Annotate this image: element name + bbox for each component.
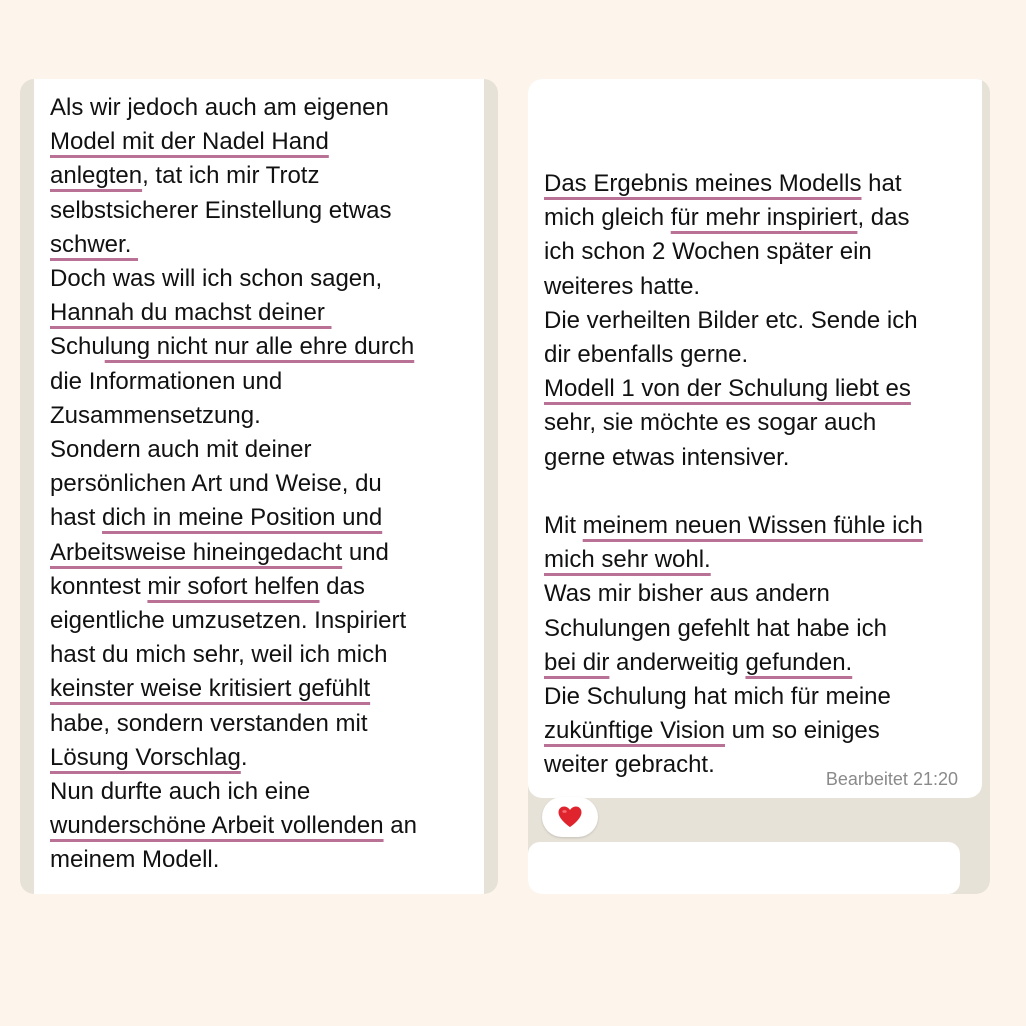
- message-line: [50, 125, 468, 159]
- message-line: [50, 638, 468, 672]
- text-segment: Die verheilten Bilder etc. Sende ich: [544, 306, 918, 334]
- text-segment: sehr, sie möchte es sogar auch: [544, 409, 877, 437]
- text-segment: an: [383, 812, 417, 840]
- text-segment: weiter gebracht.: [544, 751, 715, 779]
- heart-emoji-icon: [557, 805, 583, 829]
- text-segment: .: [240, 743, 248, 771]
- message-line: [50, 536, 468, 570]
- edited-label: Bearbeitet: [825, 769, 908, 789]
- text-segment: die Informationen und: [50, 367, 283, 395]
- message-line: [50, 262, 468, 296]
- message-line: [50, 843, 468, 877]
- highlighted-phrase: meinem neuen Wissen fühle ich: [582, 512, 923, 540]
- message-line: [544, 646, 966, 680]
- message-line: [544, 509, 966, 543]
- reaction-badge[interactable]: [542, 797, 598, 837]
- text-segment: Zusammensetzung.: [50, 401, 261, 429]
- text-segment: Was mir bisher aus andern: [544, 580, 830, 608]
- text-segment: dir ebenfalls gerne.: [544, 341, 749, 369]
- message-line: [544, 406, 966, 440]
- message-line: [50, 399, 468, 433]
- message-line: [544, 270, 966, 304]
- highlighted-phrase: für mehr inspiriert: [670, 204, 858, 232]
- highlighted-phrase: keinster weise kritisiert gefühlt: [50, 675, 371, 703]
- highlighted-phrase: Lösung Vorschlag: [50, 743, 241, 771]
- highlighted-phrase: Hannah du machst deiner: [50, 299, 332, 327]
- text-segment: weiteres hatte.: [544, 272, 701, 300]
- chat-panel-left: [20, 79, 498, 894]
- text-segment: Nun durfte auch ich eine: [50, 778, 311, 806]
- highlighted-phrase: dich in meine Position und: [102, 504, 383, 532]
- message-line: [50, 707, 468, 741]
- message-time: 21:20: [912, 769, 958, 789]
- message-line: [50, 365, 468, 399]
- highlighted-phrase: Das Ergebnis meines Modells: [544, 170, 862, 197]
- message-meta: [826, 769, 958, 790]
- highlighted-phrase: anlegten: [50, 162, 143, 190]
- text-segment: und: [342, 538, 389, 566]
- text-segment: Sondern auch mit deiner: [50, 436, 312, 464]
- message-line: [544, 577, 966, 611]
- message-line: [50, 741, 468, 775]
- text-segment: eigentliche umzusetzen. Inspiriert: [50, 607, 407, 635]
- text-segment: Die Schulung hat mich für meine: [544, 683, 891, 711]
- highlighted-phrase: Model mit der Nadel Hand: [50, 128, 329, 156]
- message-input-bar[interactable]: [528, 842, 960, 894]
- message-line: [50, 501, 468, 535]
- highlighted-phrase: zukünftige Vision: [544, 717, 726, 745]
- message-line: [544, 304, 966, 338]
- text-segment: Mit: [544, 512, 583, 540]
- message-line: [544, 235, 966, 269]
- text-segment: ich schon 2 Wochen später ein: [544, 238, 872, 266]
- highlighted-phrase: mir sofort helfen: [147, 572, 320, 600]
- text-segment: [544, 478, 551, 505]
- message-text-left: [50, 91, 468, 878]
- message-line: [50, 570, 468, 604]
- text-segment: selbstsicherer Einstellung etwas: [50, 196, 392, 224]
- message-line: [544, 543, 966, 577]
- message-text-right: [544, 167, 966, 783]
- text-segment: hat: [861, 170, 902, 197]
- highlighted-phrase: gefunden.: [745, 648, 853, 676]
- text-segment: um so einiges: [725, 717, 880, 745]
- highlighted-phrase: wunderschöne Arbeit vollenden: [50, 812, 384, 840]
- text-segment: gerne etwas intensiver.: [544, 443, 790, 471]
- message-line: [544, 372, 966, 406]
- text-segment: , das: [857, 204, 910, 232]
- message-line: [50, 433, 468, 467]
- highlighted-phrase: schwer.: [50, 230, 139, 258]
- text-segment: Schulungen gefehlt hat habe ich: [544, 614, 887, 642]
- message-line: [50, 467, 468, 501]
- message-line: [50, 194, 468, 228]
- message-line: [544, 612, 966, 646]
- text-segment: persönlichen Art und Weise, du: [50, 470, 382, 498]
- message-line: [544, 201, 966, 235]
- message-line: [50, 91, 468, 125]
- highlighted-phrase: mich sehr wohl.: [544, 546, 711, 574]
- text-segment: konntest: [50, 572, 148, 600]
- chat-panel-right: [528, 79, 990, 894]
- message-line: [50, 775, 468, 809]
- message-line: [50, 672, 468, 706]
- message-line: [544, 167, 966, 201]
- message-line: [50, 604, 468, 638]
- text-segment: , tat ich mir Trotz: [142, 162, 320, 190]
- message-line: [50, 159, 468, 193]
- message-line: [544, 714, 966, 748]
- text-segment: Als wir jedoch auch am eigenen: [50, 94, 389, 121]
- message-line: [544, 475, 966, 509]
- text-segment: habe, sondern verstanden mit: [50, 709, 368, 737]
- highlighted-phrase: Arbeitsweise hineingedacht: [50, 538, 343, 566]
- text-segment: Schu: [50, 333, 105, 361]
- message-line: [50, 228, 468, 262]
- highlighted-phrase: bei dir: [544, 648, 610, 676]
- text-segment: meinem Modell.: [50, 846, 220, 874]
- text-segment: mich gleich: [544, 204, 671, 232]
- message-bubble-left[interactable]: [34, 79, 484, 894]
- text-segment: hast du mich sehr, weil ich mich: [50, 641, 388, 669]
- message-line: [50, 296, 468, 330]
- text-segment: das: [319, 572, 365, 600]
- text-segment: Doch was will ich schon sagen,: [50, 265, 383, 293]
- message-bubble-right[interactable]: [528, 79, 982, 798]
- text-segment: hast: [50, 504, 103, 532]
- message-line: [544, 680, 966, 714]
- highlighted-phrase: Modell 1 von der Schulung liebt es: [544, 375, 911, 403]
- text-segment: anderweitig: [609, 648, 746, 676]
- message-line: [50, 809, 468, 843]
- message-line: [544, 338, 966, 372]
- highlighted-phrase: lung nicht nur alle ehre durch: [104, 333, 415, 361]
- message-line: [544, 441, 966, 475]
- message-line: [50, 330, 468, 364]
